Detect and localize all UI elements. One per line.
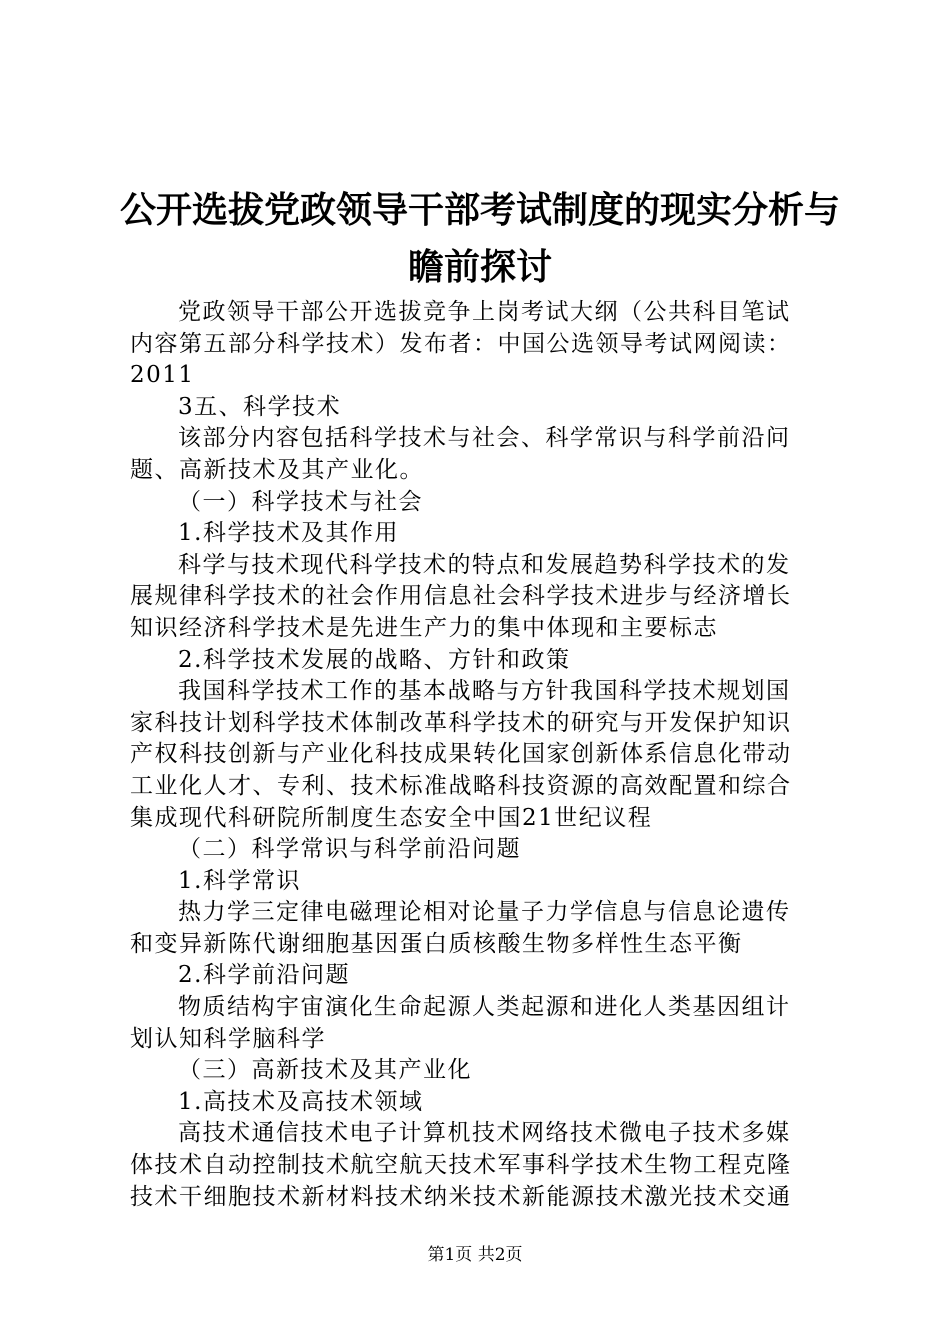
body-line: 展规律科学技术的社会作用信息社会科学技术进步与经济增长 <box>130 583 792 610</box>
body-line: 产权科技创新与产业化科技成果转化国家创新体系信息化带动 <box>130 741 792 768</box>
body-line: 工业化人才、专利、技术标准战略科技资源的高效配置和综合 <box>130 772 792 799</box>
subsection-heading: 1.科学技术及其作用 <box>178 520 399 547</box>
document-body <box>130 297 830 1213</box>
body-line: 2011 <box>130 362 195 389</box>
body-line: 我国科学技术工作的基本战略与方针我国科学技术规划国 <box>178 678 791 705</box>
body-line: 科学与技术现代科学技术的特点和发展趋势科学技术的发 <box>178 551 791 578</box>
body-line: 划认知科学脑科学 <box>130 1025 326 1052</box>
section-heading: （三）高新技术及其产业化 <box>178 1057 472 1084</box>
body-line: 题、高新技术及其产业化。 <box>130 456 424 483</box>
body-line: 党政领导干部公开选拔竞争上岗考试大纲（公共科目笔试 <box>178 299 791 325</box>
body-line: 和变异新陈代谢细胞基因蛋白质核酸生物多样性生态平衡 <box>130 930 743 957</box>
body-line: 热力学三定律电磁理论相对论量子力学信息与信息论遗传 <box>178 899 791 926</box>
subsection-heading: 2.科学前沿问题 <box>178 962 350 989</box>
body-line: 集成现代科研院所制度生态安全中国21世纪议程 <box>130 804 653 831</box>
subsection-heading: 2.科学技术发展的战略、方针和政策 <box>178 646 571 673</box>
body-line: 家科技计划科学技术体制改革科学技术的研究与开发保护知识 <box>130 709 792 736</box>
body-line: 内容第五部分科学技术）发布者：中国公选领导考试网阅读： <box>130 330 792 357</box>
subsection-heading: 1.科学常识 <box>178 867 301 894</box>
body-line: 该部分内容包括科学技术与社会、科学常识与科学前沿问 <box>178 425 791 452</box>
document-title-line-1: 公开选拔党政领导干部考试制度的现实分析与 <box>120 190 841 231</box>
body-line: 技术干细胞技术新材料技术纳米技术新能源技术激光技术交通 <box>130 1183 792 1210</box>
body-line: 知识经济科学技术是先进生产力的集中体现和主要标志 <box>130 614 718 641</box>
body-line: 3五、科学技术 <box>178 393 342 420</box>
body-line: 体技术自动控制技术航空航天技术军事科学技术生物工程克隆 <box>130 1152 792 1179</box>
document-title-line-2: 瞻前探讨 <box>407 247 552 288</box>
page-footer: 第1页 共2页 <box>427 1245 523 1265</box>
subsection-heading: 1.高技术及高技术领域 <box>178 1088 424 1115</box>
section-heading: （一）科学技术与社会 <box>178 488 423 515</box>
body-line: 高技术通信技术电子计算机技术网络技术微电子技术多媒 <box>178 1120 791 1147</box>
section-heading: （二）科学常识与科学前沿问题 <box>178 836 521 863</box>
body-line: 物质结构宇宙演化生命起源人类起源和进化人类基因组计 <box>178 994 791 1021</box>
